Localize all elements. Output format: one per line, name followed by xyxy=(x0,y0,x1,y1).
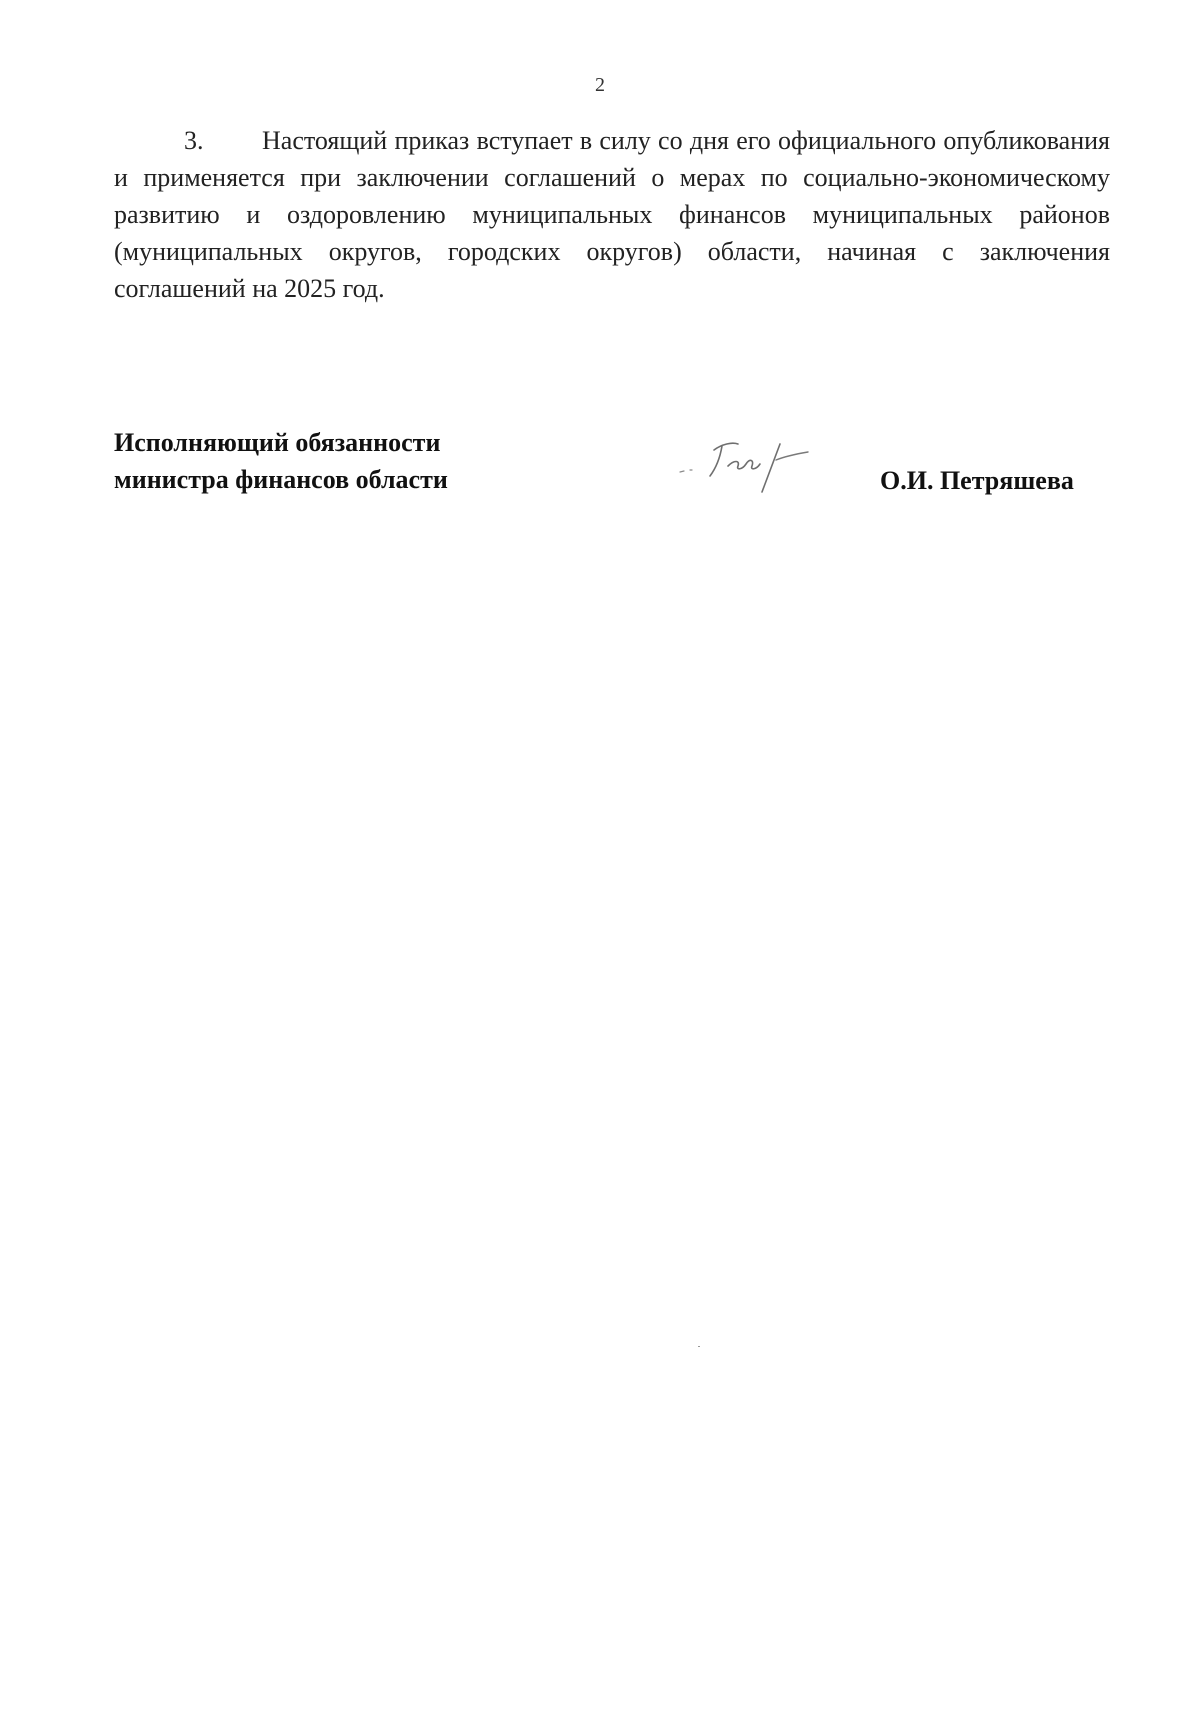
signer-name: О.И. Петряшева xyxy=(880,466,1074,495)
paragraph-number: 3. xyxy=(184,126,204,155)
paragraph-3 xyxy=(114,122,1110,307)
paragraph-text: Настоящий приказ вступает в силу со дня его официального опубликования и применяется при заключении соглашений о мерах по социально-экономическому развитию и оздоровлению муниципальных финансов муниципальных районов (муниципальных округов, городских округов) области, начиная с заключения соглашений на 2025 год. xyxy=(114,126,1110,303)
handwritten-signature-icon xyxy=(670,430,820,500)
position-line-2: министра финансов области xyxy=(114,465,448,494)
page-number: 2 xyxy=(595,74,605,96)
position-line-1: Исполняющий обязанности xyxy=(114,428,441,457)
signatory-position xyxy=(114,424,448,498)
scan-speck xyxy=(698,1346,700,1347)
